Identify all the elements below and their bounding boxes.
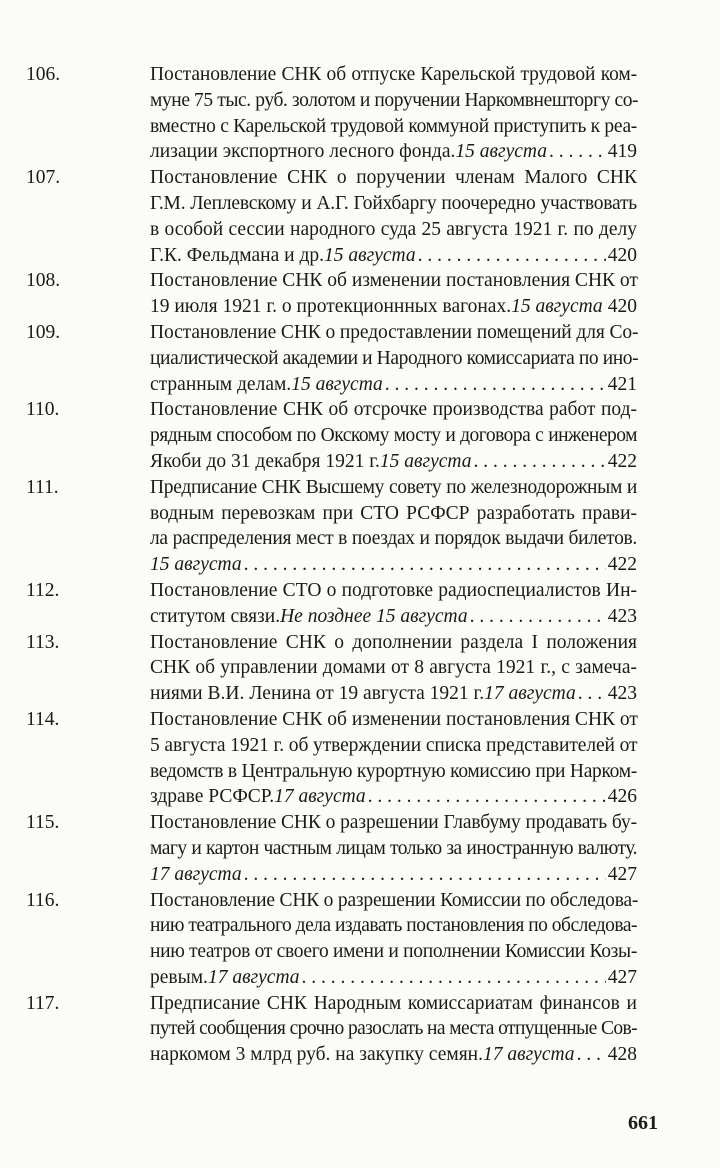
entry-date: 17 августа bbox=[482, 1044, 575, 1066]
entry-text-line: Предписание СНК Высшему совету по железнодорожным и bbox=[150, 476, 637, 498]
entry-page: 422 bbox=[607, 554, 637, 576]
dot-leader bbox=[368, 784, 606, 810]
dot-leader bbox=[302, 965, 606, 991]
entry-text-line: Постановление СНК о предоставлении помещений для Со- bbox=[150, 321, 639, 343]
entry-page: 421 bbox=[607, 373, 637, 395]
entry-last-line bbox=[150, 681, 637, 707]
entry-text-line: СНК об управлении домами от 8 августа 1921 г., с замеча- bbox=[150, 657, 637, 679]
entry-page: 427 bbox=[607, 966, 637, 988]
dot-leader bbox=[244, 552, 606, 578]
entry-text-line: ведомств в Центральную курортную комиссию при Нарком- bbox=[150, 760, 637, 782]
toc-entry bbox=[26, 888, 637, 991]
entry-page: 427 bbox=[607, 863, 637, 885]
entry-text-line: Постановление СНК об отсрочке производства работ под- bbox=[150, 399, 637, 421]
toc-entry bbox=[26, 268, 637, 320]
entry-text-end: 19 июля 1921 г. о протекционнных вагонах. bbox=[150, 296, 512, 318]
entry-number: 106. bbox=[26, 64, 61, 85]
dot-leader bbox=[473, 449, 605, 475]
entry-text-line: водным перевозкам при СТО РСФСР разработать прави- bbox=[150, 502, 637, 524]
dot-leader bbox=[244, 862, 606, 888]
entry-last-line bbox=[150, 372, 637, 398]
dot-leader bbox=[385, 372, 606, 398]
dot-leader bbox=[470, 604, 606, 630]
entry-last-line bbox=[150, 243, 637, 269]
entry-page: 426 bbox=[607, 786, 637, 808]
entry-number: 116. bbox=[26, 889, 60, 911]
toc-entry bbox=[26, 475, 637, 578]
dot-leader bbox=[578, 681, 606, 707]
toc-entry bbox=[26, 578, 637, 630]
entry-date: Не позднее 15 августа bbox=[280, 605, 468, 627]
entry-text-line: в особой сессии народного суда 25 августа 1921 г. по делу bbox=[150, 218, 637, 240]
entry-text-line: Постановление СНК об отпуске Карельской трудовой ком- bbox=[150, 64, 637, 85]
entry-last-line bbox=[150, 604, 637, 630]
entry-date: 15 августа bbox=[150, 554, 242, 576]
entry-text-end: ревым. bbox=[150, 966, 208, 988]
entry-date: 17 августа bbox=[484, 683, 576, 705]
entry-text-end: ниями В.И. Ленина от 19 августа 1921 г. bbox=[150, 683, 485, 705]
dot-leader bbox=[549, 139, 606, 165]
entry-page: 420 bbox=[607, 296, 637, 318]
entry-text-line: муне 75 тыс. руб. золотом и поручении Наркомвнешторгу со- bbox=[150, 89, 639, 111]
entry-last-line bbox=[150, 139, 637, 165]
entry-number: 109. bbox=[26, 321, 61, 343]
entry-number: 117. bbox=[26, 992, 60, 1014]
entry-text-line: Постановление СНК о дополнении раздела I положения bbox=[150, 631, 637, 653]
toc-entry bbox=[26, 810, 637, 887]
entry-page: 423 bbox=[607, 683, 637, 705]
entry-text-end: наркомом 3 млрд руб. на закупку семян. bbox=[150, 1044, 483, 1066]
table-of-contents bbox=[26, 62, 637, 1068]
dot-leader bbox=[577, 1042, 606, 1068]
entry-text-line: нию театрального дела издавать постановления по обследова- bbox=[150, 915, 638, 937]
entry-last-line bbox=[150, 552, 637, 578]
entry-number: 112. bbox=[26, 579, 60, 601]
entry-text-line: магу и картон частным лицам только за иностранную валюту. bbox=[150, 837, 637, 859]
entry-date: 17 августа bbox=[150, 863, 242, 885]
entry-date: 15 августа bbox=[379, 450, 472, 472]
entry-number: 111. bbox=[26, 476, 59, 498]
page-number: 661 bbox=[628, 1112, 658, 1134]
entry-last-line bbox=[150, 449, 637, 475]
entry-text-end: Якоби до 31 декабря 1921 г. bbox=[150, 450, 380, 472]
dot-leader bbox=[605, 294, 606, 320]
entry-last-line bbox=[150, 965, 637, 991]
dot-leader bbox=[418, 243, 606, 269]
entry-text-line: рядным способом по Окскому мосту и договора с инженером bbox=[150, 425, 637, 447]
entry-text-line: вместно с Карельской трудовой коммуной приступить к реа- bbox=[150, 115, 637, 137]
entry-last-line bbox=[150, 784, 637, 810]
toc-entry bbox=[26, 630, 637, 707]
entry-page: 419 bbox=[607, 141, 637, 163]
entry-number: 107. bbox=[26, 167, 61, 189]
entry-date: 15 августа bbox=[511, 296, 603, 318]
entry-number: 113. bbox=[26, 631, 60, 653]
entry-page: 423 bbox=[607, 605, 637, 627]
entry-date: 15 августа bbox=[291, 373, 383, 395]
entry-text-line: Г.М. Леплевскому и А.Г. Гойхбаргу поочередно участвовать bbox=[150, 192, 637, 214]
toc-entry bbox=[26, 165, 637, 268]
entry-date: 17 августа bbox=[274, 786, 366, 808]
entry-number: 114. bbox=[26, 708, 60, 730]
entry-date: 15 августа bbox=[455, 141, 547, 163]
entry-last-line bbox=[150, 294, 637, 320]
entry-number: 110. bbox=[26, 399, 60, 421]
entry-text-end: лизации экспортного лесного фонда. bbox=[150, 141, 456, 163]
entry-text-line: Предписание СНК Народным комиссариатам финансов и bbox=[150, 992, 637, 1014]
entry-text-line: Постановление СНК об изменении постановления СНК от bbox=[150, 270, 638, 292]
entry-last-line bbox=[150, 1042, 637, 1068]
entry-date: 17 августа bbox=[207, 966, 300, 988]
entry-last-line bbox=[150, 862, 637, 888]
entry-text-line: 5 августа 1921 г. об утверждении списка представителей от bbox=[150, 734, 638, 756]
entry-text-line: Постановление СНК об изменении постановления СНК от bbox=[150, 708, 638, 730]
entry-number: 108. bbox=[26, 270, 61, 292]
entry-page: 422 bbox=[607, 450, 637, 472]
toc-entry bbox=[26, 397, 637, 474]
toc-entry bbox=[26, 707, 637, 810]
entry-text-line: путей сообщения срочно разослать на места отпущенные Сов- bbox=[150, 1018, 637, 1040]
entry-text-line: Постановление СНК о разрешении Комиссии по обследова- bbox=[150, 889, 639, 911]
entry-text-end: Г.К. Фельдмана и др. bbox=[150, 244, 324, 266]
entry-text-line: ла распределения мест в поездах и порядок выдачи билетов. bbox=[150, 528, 637, 550]
toc-entry bbox=[26, 991, 637, 1068]
entry-number: 115. bbox=[26, 812, 60, 834]
toc-entry bbox=[26, 62, 637, 165]
toc-entry bbox=[26, 320, 637, 397]
entry-text-end: странным делам. bbox=[150, 373, 292, 395]
entry-text-line: циалистической академии и Народного комиссариата по ино- bbox=[150, 347, 639, 369]
entry-text-line: Постановление СТО о подготовке радиоспециалистов Ин- bbox=[150, 579, 637, 601]
entry-date: 15 августа bbox=[324, 244, 416, 266]
entry-text-end: здраве РСФСР. bbox=[150, 786, 275, 808]
entry-page: 420 bbox=[607, 244, 637, 266]
entry-page: 428 bbox=[607, 1044, 637, 1066]
entry-text-line: Постановление СНК о поручении членам Малого СНК bbox=[150, 167, 637, 189]
entry-text-line: нию театров от своего имени и пополнении Комиссии Козы- bbox=[150, 941, 638, 963]
entry-text-end: ститутом связи. bbox=[150, 605, 281, 627]
entry-text-line: Постановление СНК о разрешении Главбуму продавать бу- bbox=[150, 812, 637, 834]
